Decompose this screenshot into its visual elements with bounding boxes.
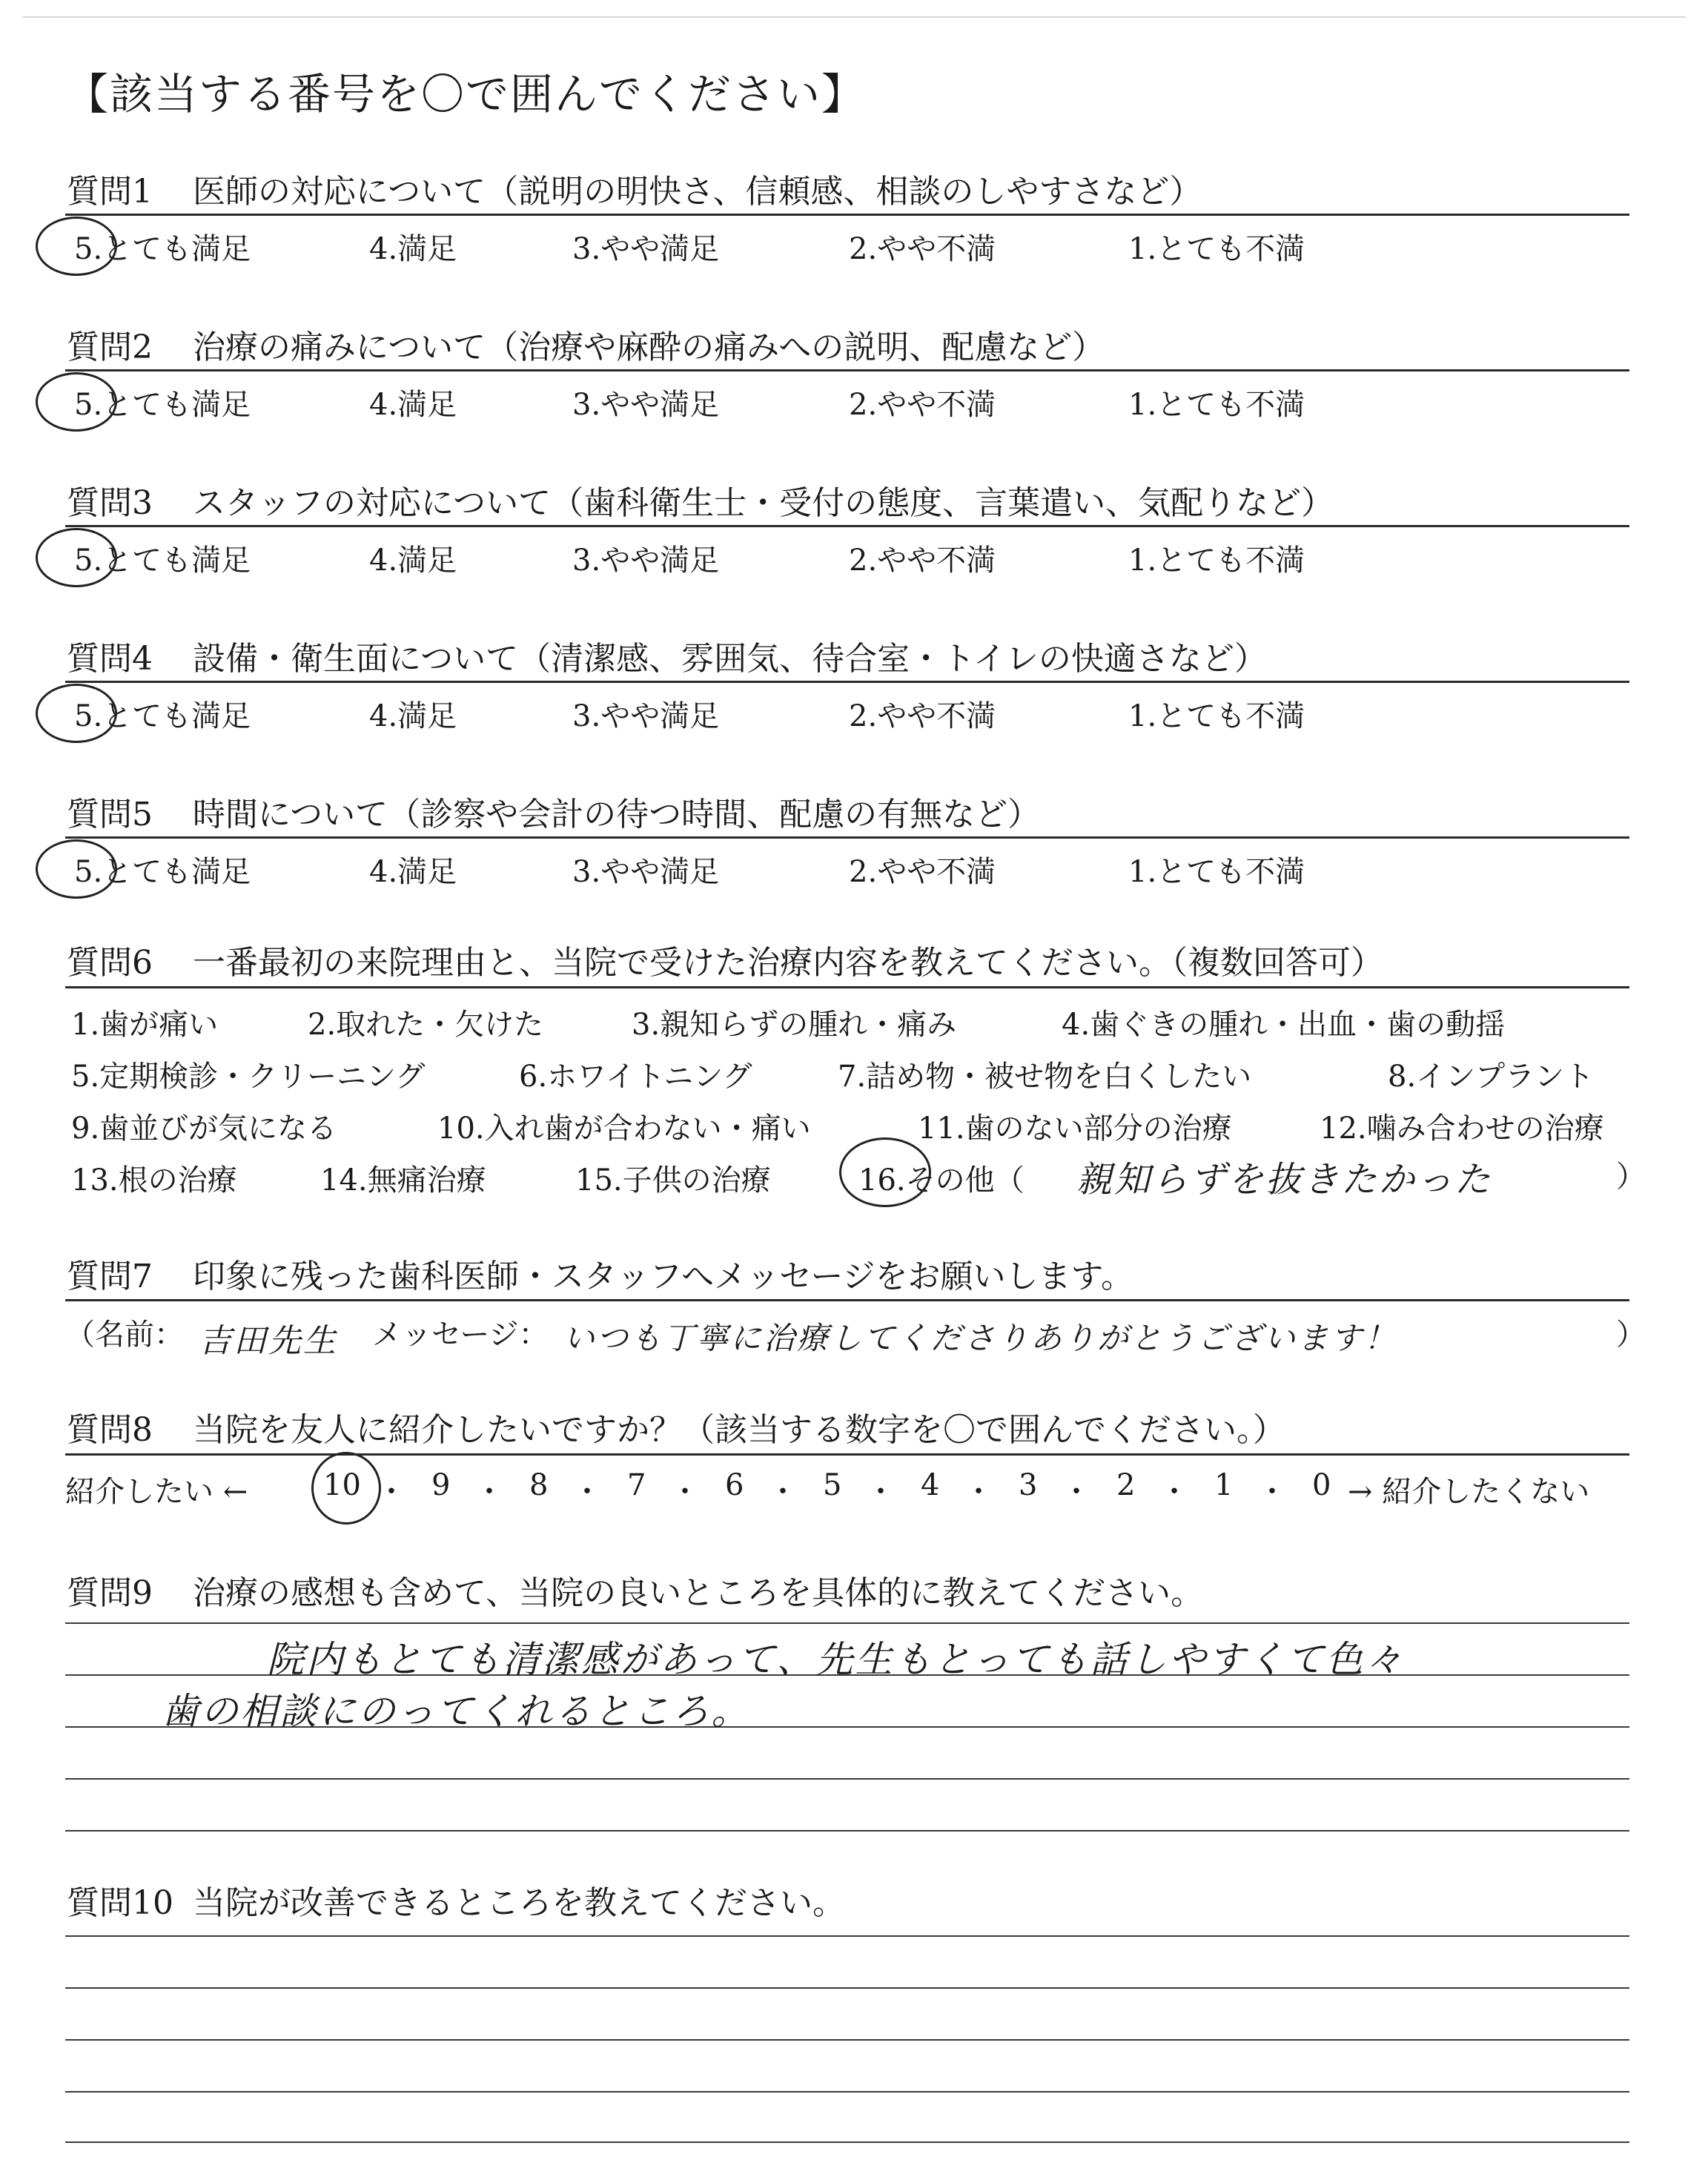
rating-option[interactable]: 4.満足 [369,544,457,578]
scale-separator: ・ [1159,1475,1189,1509]
question-rule [65,681,1629,683]
name-label: （名前： [65,1318,184,1352]
selected-circle [36,528,117,587]
reason-option[interactable]: 16.その他（ [858,1163,1025,1198]
reason-option[interactable]: 3.親知らずの腫れ・痛み [632,1008,957,1042]
reason-option[interactable]: 5.定期検診・クリーニング [71,1060,426,1094]
rating-option[interactable]: 4.満足 [369,388,457,422]
scale-value[interactable]: 4 [921,1468,940,1502]
scale-separator: ・ [670,1475,700,1509]
rating-option[interactable]: 4.満足 [369,232,457,266]
rating-option[interactable]: 1.とても不満 [1128,699,1305,733]
scale-separator: ・ [377,1475,406,1509]
reason-option[interactable]: 7.詰め物・被せ物を白くしたい [838,1060,1252,1094]
question-number: 質問1 [67,173,153,211]
question-text: 印象に残った歯科医師・スタッフへメッセージをお願いします。 [193,1258,1133,1295]
scale-value[interactable]: 6 [725,1468,744,1502]
question-rule [65,986,1629,988]
scale-separator: ・ [1062,1475,1091,1509]
scale-value[interactable]: 10 [323,1468,361,1502]
question-number: 質問6 [67,944,153,982]
reason-option[interactable]: 12.噛み合わせの治療 [1320,1112,1604,1146]
rating-option[interactable]: 1.とても不満 [1128,388,1305,422]
scale-separator: ・ [866,1475,896,1509]
scale-value[interactable]: 2 [1116,1468,1136,1502]
reason-option[interactable]: 10.入れ歯が合わない・痛い [437,1112,811,1146]
question-5 [67,787,1040,835]
answer-text-line-2: 歯の相談にのってくれるところ。 [162,1690,751,1733]
rating-option[interactable]: 2.やや不満 [849,388,996,422]
answer-line [65,2039,1629,2041]
answer-line [65,2141,1629,2143]
question-6 [67,936,1383,983]
scale-value[interactable]: 9 [431,1468,451,1502]
answer-line [65,1935,1629,1937]
reason-option[interactable]: 2.取れた・欠けた [308,1008,544,1042]
rating-option[interactable]: 2.やや不満 [849,855,996,889]
question-text: 設備・衛生面について（清潔感、雰囲気、待合室・トイレの快適さなど） [193,640,1267,678]
selected-circle [36,217,117,276]
selected-circle [311,1452,381,1525]
question-number: 質問4 [67,640,153,678]
rating-option[interactable]: 3.やや満足 [572,699,720,733]
scale-separator: ・ [1257,1475,1287,1509]
answer-line [65,1778,1629,1780]
rating-option[interactable]: 3.やや満足 [572,232,720,266]
rating-option[interactable]: 5.とても満足 [74,855,251,889]
scale-value[interactable]: 8 [529,1468,549,1502]
rating-option[interactable]: 5.とても満足 [74,232,251,266]
question-text: スタッフの対応について（歯科衛生士・受付の態度、言葉遣い、気配りなど） [193,484,1334,522]
question-3 [67,476,1334,524]
scale-separator: ・ [572,1475,602,1509]
question-text: 一番最初の来院理由と、当院で受けた治療内容を教えてください。（複数回答可） [193,944,1383,982]
close-paren: ） [1616,1160,1646,1194]
question-2 [67,320,1105,368]
question-text: 治療の痛みについて（治療や麻酔の痛みへの説明、配慮など） [193,328,1105,366]
scale-value[interactable]: 5 [823,1468,842,1502]
question-9 [67,1566,1203,1614]
answer-text-line-1: 院内もとても清潔感があって、先生もとっても話しやすくて色々 [267,1638,1405,1681]
reason-option[interactable]: 13.根の治療 [71,1163,237,1198]
rating-option[interactable]: 2.やや不満 [849,544,996,578]
reason-option[interactable]: 14.無痛治療 [320,1163,486,1198]
question-rule [65,525,1629,527]
reason-option[interactable]: 6.ホワイトニング [519,1060,752,1094]
question-number: 質問10 [67,1884,173,1922]
name-value: 吉田先生 [199,1322,338,1360]
question-number: 質問7 [67,1258,153,1295]
question-text: 治療の感想も含めて、当院の良いところを具体的に教えてください。 [193,1574,1204,1612]
question-number: 質問5 [67,796,153,833]
rating-option[interactable]: 1.とても不満 [1128,855,1305,889]
question-1 [67,165,1202,212]
close-paren: ） [1616,1318,1646,1352]
rating-option[interactable]: 3.やや満足 [572,388,720,422]
question-8 [67,1403,1285,1450]
question-number: 質問2 [67,328,153,366]
rating-option[interactable]: 3.やや満足 [572,544,720,578]
rating-option[interactable]: 4.満足 [369,699,457,733]
question-number: 質問9 [67,1574,153,1612]
scale-value[interactable]: 7 [627,1468,646,1502]
question-rule [65,214,1629,216]
reason-option[interactable]: 11.歯のない部分の治療 [918,1112,1232,1146]
rating-option[interactable]: 5.とても満足 [74,544,251,578]
scale-right-label: → 紹介したくない [1348,1475,1590,1509]
question-text: 当院が改善できるところを教えてください。 [193,1884,845,1922]
question-text: 当院を友人に紹介したいですか？（該当する数字を〇で囲んでください。） [193,1411,1285,1449]
question-7 [67,1249,1133,1297]
reason-option[interactable]: 8.インプラント [1388,1060,1595,1094]
question-rule [65,1299,1629,1301]
answer-line [65,2091,1629,2093]
scale-value[interactable]: 1 [1214,1468,1234,1502]
rating-option[interactable]: 1.とても不満 [1128,544,1305,578]
reason-option[interactable]: 9.歯並びが気になる [71,1112,337,1146]
question-rule [65,369,1629,371]
answer-line [65,1987,1629,1989]
answer-line [65,1622,1629,1624]
scale-value[interactable]: 3 [1019,1468,1038,1502]
reason-option[interactable]: 15.子供の治療 [575,1163,771,1198]
scale-separator: ・ [474,1475,504,1509]
rating-option[interactable]: 4.満足 [369,855,457,889]
answer-line [65,1830,1629,1832]
question-10 [67,1876,845,1923]
reason-option[interactable]: 4.歯ぐきの腫れ・出血・歯の動揺 [1062,1008,1506,1042]
message-value: いつも丁寧に治療してくださりありがとうございます！ [563,1320,1398,1356]
question-rule [65,1453,1629,1456]
rating-option[interactable]: 2.やや不満 [849,699,996,733]
scale-separator: ・ [964,1475,993,1509]
top-border [22,16,1686,18]
question-text: 医師の対応について（説明の明快さ、信頼感、相談のしやすさなど） [193,173,1202,211]
message-label: メッセージ： [372,1318,549,1352]
page-header: 【該当する番号を〇で囲んでください】 [65,69,867,119]
selected-circle [839,1137,931,1207]
question-4 [67,632,1267,679]
question-text: 時間について（診察や会計の待つ時間、配慮の有無など） [193,796,1041,833]
other-answer: 親知らずを抜きたかった [1076,1159,1493,1200]
scale-separator: ・ [768,1475,798,1509]
selected-circle [36,372,117,432]
rating-option[interactable]: 3.やや満足 [572,855,720,889]
scale-value[interactable]: 0 [1312,1468,1331,1502]
scale-left-label: 紹介したい ← [65,1475,248,1509]
rating-option[interactable]: 2.やや不満 [849,232,996,266]
reason-option[interactable]: 1.歯が痛い [71,1008,219,1042]
rating-option[interactable]: 5.とても満足 [74,699,251,733]
selected-circle [36,684,117,743]
rating-option[interactable]: 5.とても満足 [74,388,251,422]
rating-option[interactable]: 1.とても不満 [1128,232,1305,266]
question-number: 質問3 [67,484,153,522]
question-number: 質問8 [67,1411,153,1449]
question-rule [65,836,1629,839]
selected-circle [36,839,117,899]
